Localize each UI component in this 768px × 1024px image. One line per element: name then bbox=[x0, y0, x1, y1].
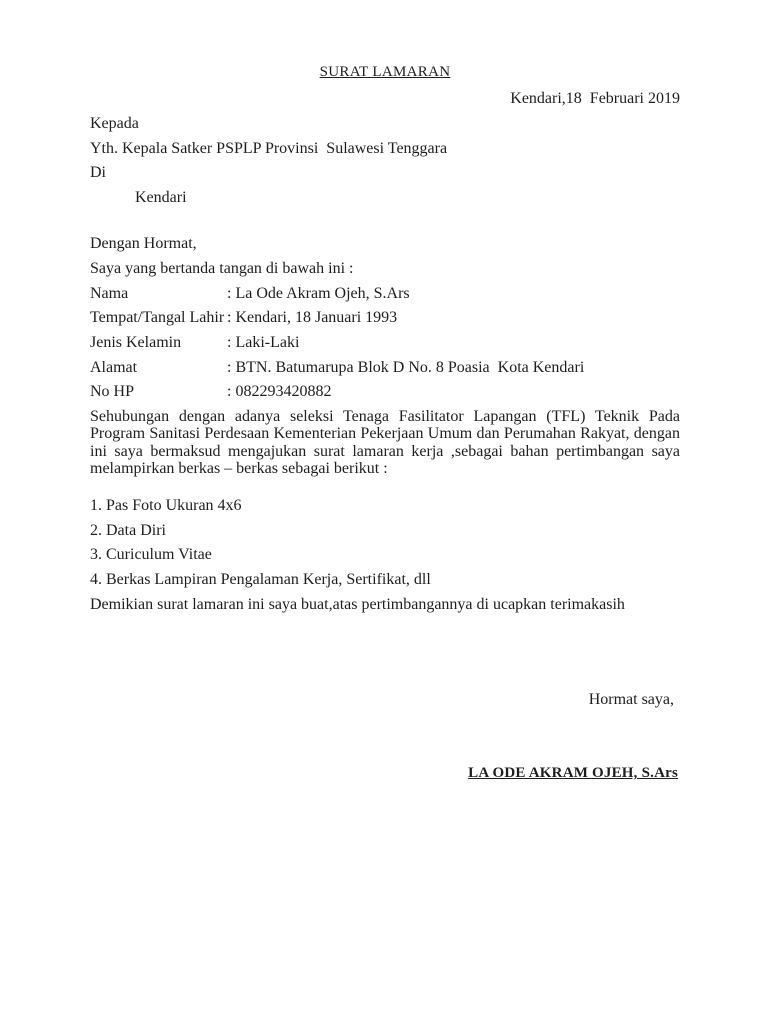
intro-line: Saya yang bertanda tangan di bawah ini : bbox=[90, 259, 354, 277]
recipient-kepada: Kepada bbox=[90, 114, 139, 132]
detail-label-jenis-kelamin: Jenis Kelamin bbox=[90, 334, 182, 352]
letter-title: SURAT LAMARAN bbox=[319, 64, 451, 80]
detail-value-alamat: : BTN. Batumarupa Blok D No. 8 Poasia Kota Kendari bbox=[227, 358, 585, 376]
recipient-city: Kendari bbox=[135, 189, 187, 207]
signature-salutation: Hormat saya, bbox=[588, 690, 674, 708]
detail-label-nama: Nama bbox=[90, 284, 129, 302]
body-paragraph: Sehubungan dengan adanya seleksi Tenaga Fasilitator Lapangan (TFL) Teknik Pada Program Sanitasi Perdesaan Kementerian Pekerjaan Umum dan Perumahan Rakyat, dengan ini saya bermaksud mengajukan surat lamaran kerja ,sebagai bahan pertimbangan saya melampirkan berkas – berkas sebagai berikut : bbox=[90, 408, 680, 477]
detail-label-alamat: Alamat bbox=[90, 358, 138, 376]
detail-row-nama bbox=[90, 285, 680, 302]
detail-value-tempat-tanggal-lahir: : Kendari, 18 Januari 1993 bbox=[227, 309, 398, 327]
recipient-di: Di bbox=[90, 164, 106, 182]
detail-label-tempat-tanggal-lahir: Tempat/Tangal Lahir bbox=[90, 309, 225, 327]
detail-value-no-hp: : 082293420882 bbox=[227, 383, 332, 401]
detail-row-jenis-kelamin bbox=[90, 334, 680, 351]
detail-row-no-hp bbox=[90, 383, 680, 400]
letter-date: Kendari,18 Februari 2019 bbox=[510, 90, 680, 108]
attachment-item-2: 2. Data Diri bbox=[90, 521, 166, 539]
detail-value-nama: : La Ode Akram Ojeh, S.Ars bbox=[227, 284, 410, 302]
attachment-item-3: 3. Curiculum Vitae bbox=[90, 546, 212, 564]
closing-paragraph: Demikian surat lamaran ini saya buat,atas pertimbangannya di ucapkan terimakasih bbox=[90, 595, 625, 613]
recipient-addressee: Yth. Kepala Satker PSPLP Provinsi Sulawesi Tenggara bbox=[90, 139, 448, 157]
signature-name: LA ODE AKRAM OJEH, S.Ars bbox=[468, 765, 678, 782]
attachment-item-1: 1. Pas Foto Ukuran 4x6 bbox=[90, 496, 242, 514]
detail-row-alamat bbox=[90, 359, 680, 376]
salutation: Dengan Hormat, bbox=[90, 235, 197, 253]
detail-label-no-hp: No HP bbox=[90, 383, 135, 401]
detail-row-tempat-tanggal-lahir bbox=[90, 309, 680, 326]
attachment-item-4: 4. Berkas Lampiran Pengalaman Kerja, Sertifikat, dll bbox=[90, 571, 431, 589]
detail-value-jenis-kelamin: : Laki-Laki bbox=[227, 334, 300, 352]
